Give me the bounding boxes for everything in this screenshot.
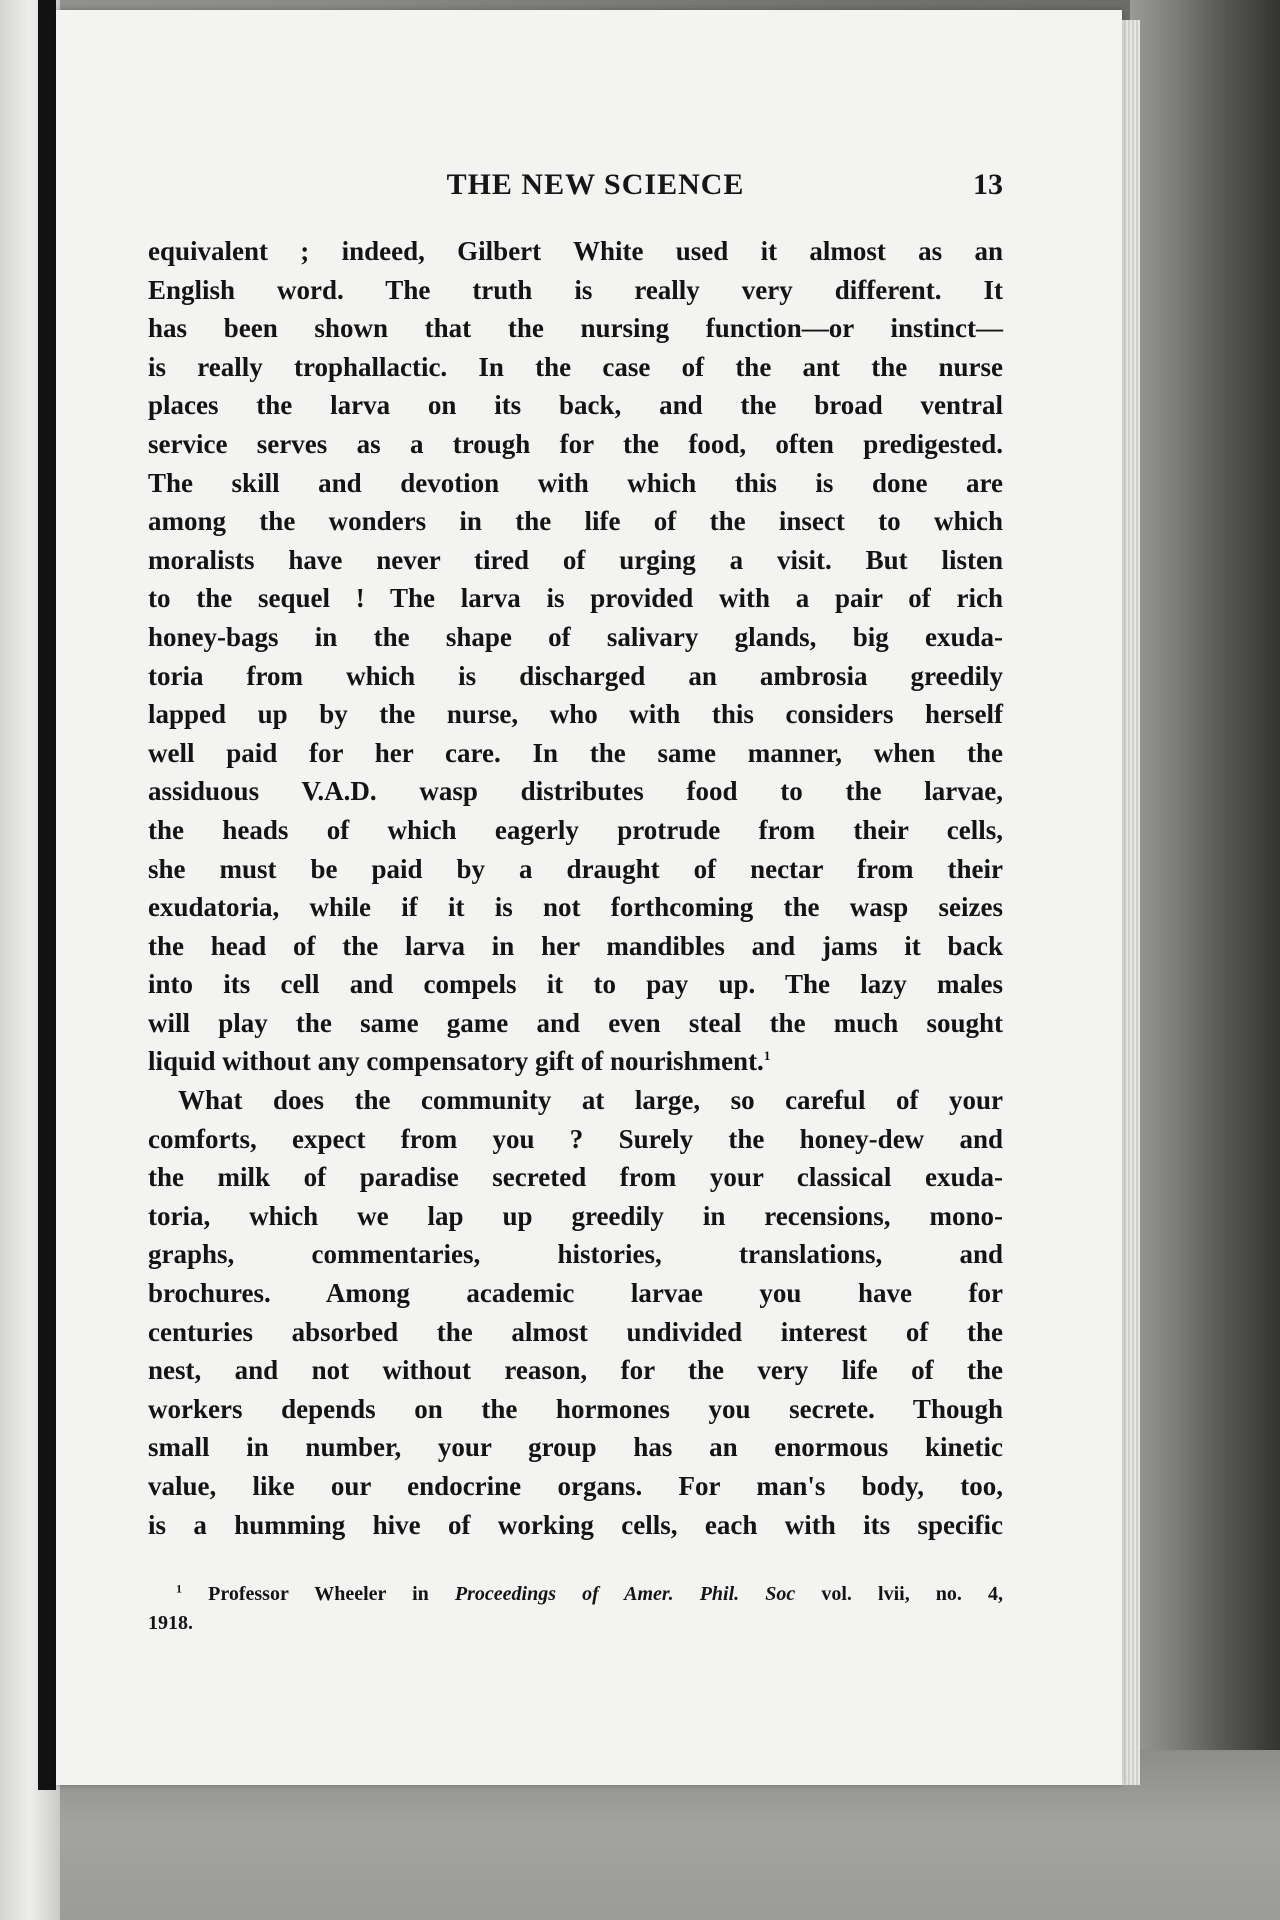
text-line: to the sequel ! The larva is provided with a pair of rich	[148, 583, 1003, 614]
text-line: the head of the larva in her mandibles and jams it back	[148, 930, 1003, 961]
paragraph-start-line: What does the community at large, so careful of your	[178, 1085, 1003, 1116]
text-line: honey-bags in the shape of salivary glands, big exuda-	[148, 621, 1003, 652]
text-line: English word. The truth is really very different. It	[148, 274, 1003, 305]
page-header	[148, 168, 1003, 218]
footnote-author: Professor Wheeler in	[208, 1583, 429, 1605]
text-line: assiduous V.A.D. wasp distributes food to the larvae,	[148, 776, 1003, 807]
footnote-journal: Proceedings of Amer. Phil. Soc	[454, 1583, 796, 1605]
text-line: The skill and devotion with which this is done are	[148, 467, 1003, 498]
book-page	[56, 10, 1122, 1785]
text-line: places the larva on its back, and the broad ventral	[148, 390, 1003, 421]
text-line: small in number, your group has an enormous kinetic	[148, 1432, 1003, 1463]
text-line: is really trophallactic. In the case of the ant the nurse	[148, 351, 1003, 382]
footnote-volume: vol. lvii, no. 4,	[821, 1583, 1004, 1605]
text-line: centuries absorbed the almost undivided interest of the	[148, 1316, 1003, 1347]
text-line: workers depends on the hormones you secrete. Though	[148, 1393, 1003, 1424]
running-head: THE NEW SCIENCE	[446, 168, 745, 201]
text-line: will play the same game and even steal the much sought	[148, 1007, 1003, 1038]
text-line: moralists have never tired of urging a visit. But listen	[148, 544, 1003, 575]
text-line: toria, which we lap up greedily in recensions, mono-	[148, 1200, 1003, 1231]
text-line: lapped up by the nurse, who with this considers herself	[148, 699, 1003, 730]
text-line: exudatoria, while if it is not forthcoming the wasp seizes	[148, 892, 1003, 923]
text-line: toria from which is discharged an ambrosia greedily	[148, 660, 1003, 691]
book-edge-right	[1130, 0, 1280, 1920]
text-line: the heads of which eagerly protrude from their cells,	[148, 814, 1003, 845]
text-line: among the wonders in the life of the insect to which	[148, 506, 1003, 537]
footnote-mark: 1	[176, 1581, 182, 1596]
text-line: into its cell and compels it to pay up. The lazy males	[148, 969, 1003, 1000]
footnote-reference: 1	[763, 1048, 771, 1064]
text-line: nest, and not without reason, for the very life of the	[148, 1355, 1003, 1386]
text-line: service serves as a trough for the food, often predigested.	[148, 428, 1003, 459]
text-line: liquid without any compensatory gift of nourishment.	[148, 1046, 764, 1077]
text-line: equivalent ; indeed, Gilbert White used it almost as an	[148, 236, 1003, 266]
text-line: has been shown that the nursing function—or instinct—	[148, 313, 1003, 344]
text-line: value, like our endocrine organs. For man's body, too,	[148, 1471, 1003, 1501]
text-line: well paid for her care. In the same manner, when the	[148, 737, 1003, 768]
text-line: she must be paid by a draught of nectar from their	[148, 853, 1003, 884]
text-line: the milk of paradise secreted from your classical exuda-	[148, 1162, 1003, 1193]
body-text	[148, 232, 1003, 1544]
binding-line	[38, 0, 56, 1790]
text-line: is a humming hive of working cells, each with its specific	[148, 1509, 1003, 1540]
footnote-year: 1918.	[148, 1612, 193, 1634]
footnote-line	[148, 1580, 1003, 1609]
text-line: brochures. Among academic larvae you have for	[148, 1278, 1003, 1309]
text-line-with-note	[148, 1042, 1003, 1081]
page-number: 13	[973, 168, 1003, 201]
text-line: graphs, commentaries, histories, translations, and	[148, 1239, 1003, 1270]
text-line: comforts, expect from you ? Surely the honey-dew and	[148, 1123, 1003, 1154]
footnote	[148, 1580, 1003, 1638]
